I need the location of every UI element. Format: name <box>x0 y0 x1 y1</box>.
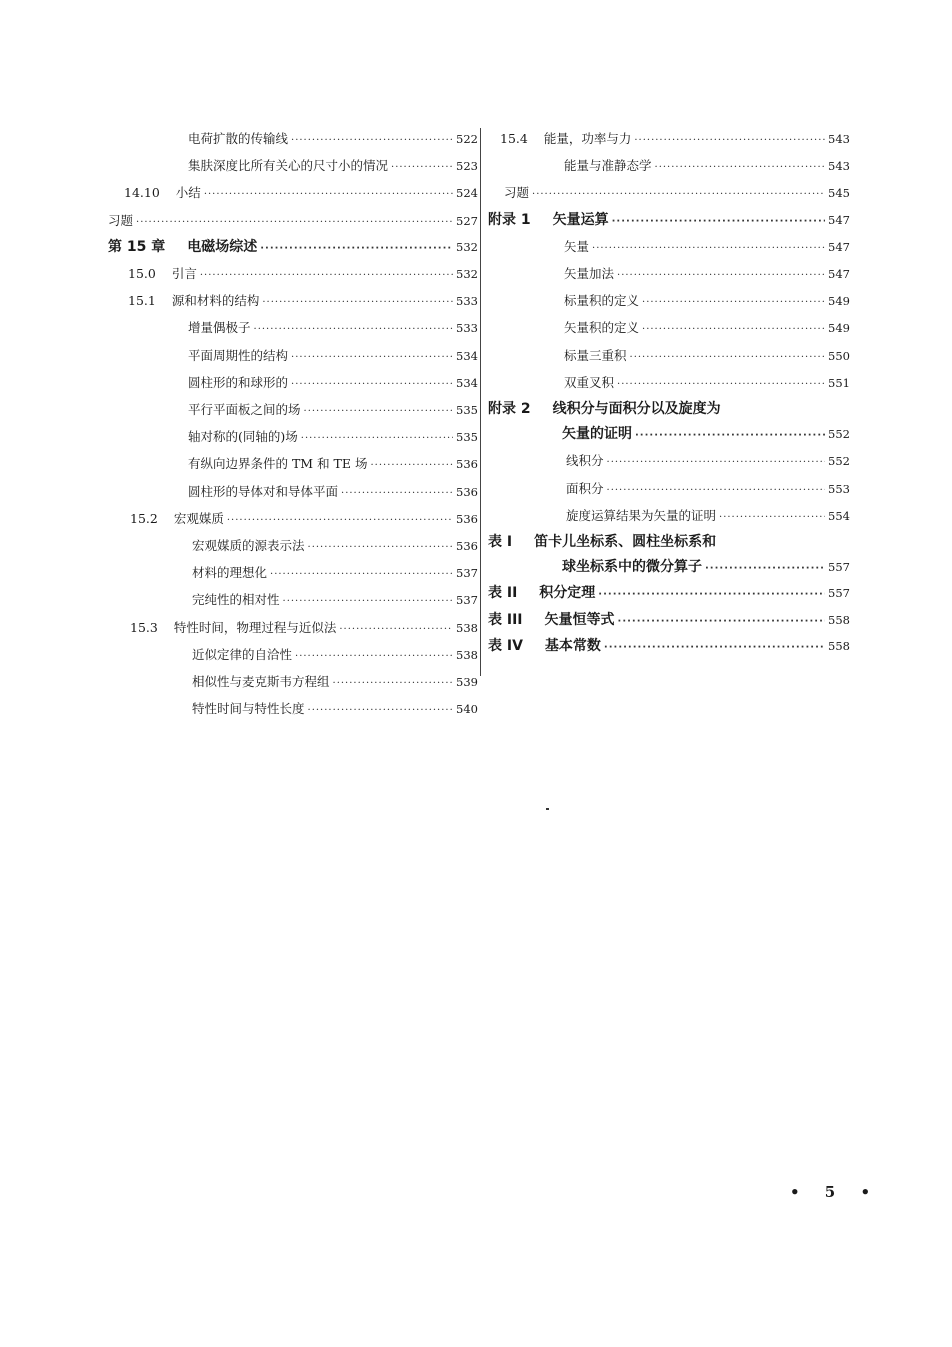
leader-dots <box>262 290 453 315</box>
leader-dots <box>630 345 826 370</box>
leader-dots <box>291 372 453 397</box>
toc-entry-page: 533 <box>456 294 478 309</box>
leader-dots <box>204 182 453 207</box>
toc-entry-title: 能量，功率与力 <box>543 131 632 146</box>
toc-entry-page: 550 <box>828 348 850 363</box>
toc-entry <box>488 476 850 503</box>
toc-entry <box>488 234 850 261</box>
toc-entry-number: 15.4 <box>500 131 528 146</box>
toc-entry-title: 矢量 <box>564 238 590 254</box>
toc-entry-page: 524 <box>456 186 478 201</box>
toc-entry-page: 536 <box>456 484 478 499</box>
toc-entry-title: 特性时间与特性长度 <box>192 701 305 717</box>
toc-entry <box>488 343 850 370</box>
toc-entry <box>488 397 850 422</box>
toc-entry <box>488 581 850 607</box>
toc-entry-title: 有纵向边界条件的 TM 和 TE 场 <box>188 456 368 472</box>
leader-dots <box>655 155 826 180</box>
toc-entry <box>488 288 850 315</box>
toc-entry-number: 15.3 <box>130 619 158 635</box>
toc-entry-title: 完纯性的相对性 <box>192 592 280 608</box>
toc-entry-page: 538 <box>456 620 478 635</box>
toc-entry <box>488 503 850 530</box>
toc-entry-number: 表 III <box>488 611 523 628</box>
toc-entry-title: 源和材料的结构 <box>171 293 260 309</box>
toc-entry-title: 能量与准静态学 <box>564 158 652 174</box>
toc-entry <box>488 530 850 555</box>
toc-entry-number: 第 15 章 <box>108 238 166 255</box>
toc-entry <box>488 261 850 288</box>
toc-entry-title: 宏观媒质的源表示法 <box>192 538 305 554</box>
toc-entry-number: 附录 2 <box>488 401 531 418</box>
toc-entry-title: 旋度运算结果为矢量的证明 <box>566 507 717 523</box>
leader-dots <box>339 617 453 642</box>
toc-entry <box>108 615 478 642</box>
toc-entry <box>108 153 478 180</box>
toc-entry-page: 553 <box>828 481 850 496</box>
toc-entry <box>108 587 478 614</box>
leader-dots <box>295 644 453 669</box>
toc-entry-page: 552 <box>828 454 850 469</box>
leader-dots <box>719 505 825 530</box>
toc-entry-title: 集肤深度比所有关心的尺寸小的情况 <box>188 158 389 174</box>
toc-entry-title: 相似性与麦克斯韦方程组 <box>192 674 330 690</box>
toc-entry <box>108 208 478 235</box>
toc-entry-title: 笛卡儿坐标系、圆柱坐标系和 <box>534 534 717 551</box>
toc-entry-page: 533 <box>456 321 478 336</box>
leader-dots <box>612 209 825 234</box>
toc-left-column <box>108 126 478 723</box>
toc-entry-title: 线积分与面积分以及旋度为 <box>552 401 721 418</box>
toc-entry-title: 基本常数 <box>544 637 601 654</box>
leader-dots <box>592 236 825 261</box>
toc-entry <box>108 533 478 560</box>
leader-dots <box>642 290 825 315</box>
leader-dots <box>200 263 453 288</box>
toc-entry <box>108 180 478 207</box>
toc-entry-page: 537 <box>456 566 478 581</box>
toc-entry-title: 习题 <box>108 212 134 228</box>
leader-dots <box>617 372 825 397</box>
toc-entry-page: 540 <box>456 702 478 717</box>
toc-entry-page: 522 <box>456 132 478 146</box>
toc-entry-page: 558 <box>828 612 850 627</box>
toc-entry-page: 549 <box>828 321 850 336</box>
toc-entry <box>108 560 478 587</box>
toc-entry-title: 平面周期性的结构 <box>188 347 289 363</box>
toc-entry <box>488 208 850 234</box>
page-number: • 5 • <box>790 1183 881 1201</box>
toc-entry-title: 积分定理 <box>539 585 596 602</box>
toc-entry-title: 矢量运算 <box>552 211 609 228</box>
toc-entry-title: 圆柱形的导体对和导体平面 <box>188 483 339 499</box>
leader-dots <box>635 423 825 448</box>
toc-entry-page: 557 <box>828 586 850 601</box>
toc-entry <box>488 126 850 153</box>
leader-dots <box>642 317 825 342</box>
leader-dots <box>304 399 454 424</box>
toc-entry <box>488 315 850 342</box>
toc-entry-title: 引言 <box>171 266 197 282</box>
toc-entry <box>488 634 850 660</box>
toc-entry-title: 近似定律的自洽性 <box>192 646 293 662</box>
toc-entry-title: 标量积的定义 <box>564 293 640 309</box>
leader-dots <box>607 478 826 503</box>
toc-entry-title: 平行平面板之间的场 <box>188 402 301 418</box>
leader-dots <box>341 481 453 506</box>
leader-dots <box>136 210 453 235</box>
toc-entry <box>108 370 478 397</box>
leader-dots <box>227 508 453 533</box>
leader-dots <box>617 263 825 288</box>
toc-entry <box>108 235 478 261</box>
leader-dots <box>270 562 453 587</box>
toc-entry-page: 551 <box>828 375 850 390</box>
toc-entry-page: 536 <box>456 457 478 472</box>
toc-entry <box>108 506 478 533</box>
toc-entry-title: 圆柱形的和球形的 <box>188 374 289 390</box>
toc-entry-title: 标量三重积 <box>564 347 627 363</box>
toc-entry <box>488 153 850 180</box>
stray-dot <box>546 808 549 810</box>
toc-entry-page: 535 <box>456 430 478 445</box>
toc-entry-title: 材料的理想化 <box>192 565 268 581</box>
toc-entry-title: 轴对称的(同轴的)场 <box>188 429 298 445</box>
toc-entry-title: 特性时间，物理过程与近似法 <box>173 619 337 635</box>
leader-dots <box>371 453 454 478</box>
toc-entry-page: 543 <box>828 132 850 146</box>
toc-entry-page: 532 <box>456 239 478 254</box>
leader-dots <box>705 556 825 581</box>
toc-entry <box>108 642 478 669</box>
toc-entry-number: 表 I <box>488 534 513 551</box>
toc-entry-title: 增量偶极子 <box>188 320 251 336</box>
leader-dots <box>301 426 453 451</box>
toc-entry-page: 536 <box>456 511 478 526</box>
toc-entry <box>108 696 478 723</box>
leader-dots <box>607 450 826 475</box>
toc-entry-page: 547 <box>828 239 850 254</box>
toc-entry <box>108 397 478 424</box>
toc-right-column <box>488 126 850 660</box>
toc-entry-title: 矢量的证明 <box>562 426 632 443</box>
toc-entry-number: 15.1 <box>128 293 156 309</box>
toc-entry-title: 电荷扩散的传输线 <box>188 131 289 146</box>
leader-dots <box>260 236 453 261</box>
leader-dots <box>291 128 453 153</box>
toc-entry-number: 15.2 <box>130 510 158 526</box>
toc-entry-page: 545 <box>828 186 850 201</box>
toc-entry <box>488 555 850 581</box>
toc-entry-page: 549 <box>828 294 850 309</box>
toc-entry <box>108 315 478 342</box>
leader-dots <box>308 698 454 723</box>
toc-entry-page: 558 <box>828 638 850 653</box>
toc-entry-page: 523 <box>456 159 478 174</box>
toc-entry-title: 线积分 <box>566 453 604 469</box>
toc-entry <box>488 608 850 634</box>
toc-entry-title: 宏观媒质 <box>173 510 224 526</box>
column-divider <box>480 128 481 676</box>
leader-dots <box>254 317 454 342</box>
toc-entry-title: 双重叉积 <box>564 374 615 390</box>
toc-entry-page: 543 <box>828 159 850 174</box>
toc-entry-page: 554 <box>828 508 850 523</box>
toc-entry <box>108 126 478 153</box>
toc-entry-title: 矢量积的定义 <box>564 320 640 336</box>
toc-entry-page: 534 <box>456 375 478 390</box>
leader-dots <box>283 589 454 614</box>
toc-entry <box>488 370 850 397</box>
toc-entry-page: 532 <box>456 267 478 282</box>
leader-dots <box>604 635 825 660</box>
toc-entry-title: 球坐标系中的微分算子 <box>562 559 702 576</box>
toc-entry-title: 矢量恒等式 <box>544 611 615 628</box>
toc-entry-number: 15.0 <box>128 266 156 282</box>
toc-entry <box>108 479 478 506</box>
leader-dots <box>532 182 825 207</box>
toc-entry <box>108 424 478 451</box>
toc-entry-page: 552 <box>828 427 850 442</box>
leader-dots <box>291 345 453 370</box>
toc-entry-title: 电磁场综述 <box>187 238 258 255</box>
toc-entry <box>488 422 850 448</box>
toc-entry-page: 537 <box>456 593 478 608</box>
leader-dots <box>333 671 454 696</box>
leader-dots <box>391 155 453 180</box>
toc-entry-page: 535 <box>456 403 478 418</box>
toc-entry-page: 539 <box>456 675 478 690</box>
toc-entry-number: 表 IV <box>488 637 523 654</box>
toc-entry-number: 附录 1 <box>488 211 531 228</box>
leader-dots <box>308 535 454 560</box>
toc-entry-number: 表 II <box>488 585 518 602</box>
leader-dots <box>618 609 826 634</box>
toc-entry-page: 547 <box>828 267 850 282</box>
toc-entry-page: 557 <box>828 560 850 575</box>
toc-entry <box>108 261 478 288</box>
toc-entry-page: 534 <box>456 348 478 363</box>
toc-entry-title: 矢量加法 <box>564 266 615 282</box>
leader-dots <box>634 128 825 153</box>
toc-entry-page: 547 <box>828 212 850 227</box>
toc-entry-page: 536 <box>456 539 478 554</box>
leader-dots <box>598 582 825 607</box>
toc-entry-number: 14.10 <box>124 185 160 201</box>
toc-entry <box>108 288 478 315</box>
toc-entry-title: 习题 <box>504 185 530 201</box>
toc-entry <box>108 669 478 696</box>
toc-entry <box>488 180 850 207</box>
toc-entry <box>488 448 850 475</box>
toc-entry <box>108 343 478 370</box>
toc-entry-page: 538 <box>456 647 478 662</box>
toc-entry-title: 小结 <box>175 185 201 201</box>
toc-entry <box>108 451 478 478</box>
toc-entry-title: 面积分 <box>566 480 604 496</box>
toc-entry-page: 527 <box>456 213 478 228</box>
